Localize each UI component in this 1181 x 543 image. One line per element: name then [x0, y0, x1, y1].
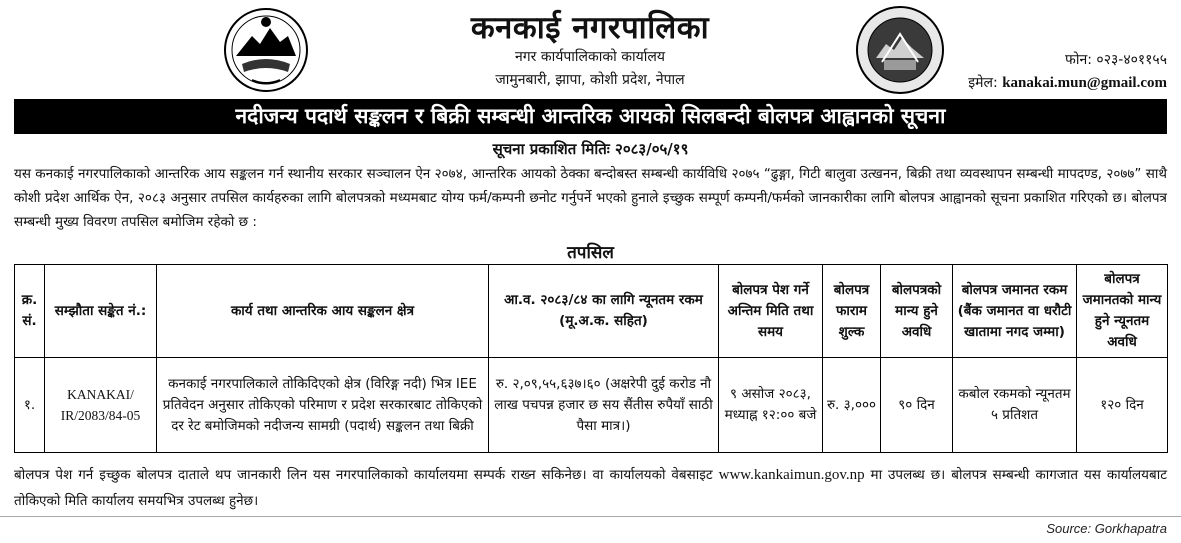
letterhead: [0, 0, 1181, 96]
government-emblem-icon: [222, 6, 310, 94]
org-office: नगर कार्यपालिकाको कार्यालय: [515, 49, 665, 65]
notice-title-banner: नदीजन्य पदार्थ सङ्कलन र बिक्री सम्बन्धी आन्तरिक आयको सिलबन्दी बोलपत्र आह्वानको सूचना: [14, 99, 1167, 134]
phone-line: [1065, 50, 1167, 69]
cell-work: कनकाई नगरपालिकाले तोकिदिएको क्षेत्र (विरिङ्ग नदी) भित्र IEE प्रतिवेदन अनुसार तोकिएको परिमाण र प्रदेश सरकारबाट तोकिएको दर रेट बमोजिमको नदीजन्य सामग्री (पदार्थ) सङ्कलन तथा बिक्री: [157, 358, 489, 453]
col-header-deadline: बोलपत्र पेश गर्ने अन्तिम मिति तथा समय: [719, 265, 823, 358]
tender-table: [14, 264, 1168, 453]
cell-code: KANAKAI/ IR/2083/84-05: [45, 358, 157, 453]
cell-fee: रु. ३,०००: [823, 358, 881, 453]
footer-text-1: बोलपत्र पेश गर्न इच्छुक बोलपत्र दाताले थप जानकारी लिन यस नगरपालिकाको कार्यालयमा सम्पर्क राख्न सकिनेछ। वा कार्यालयको वेबसाइट: [14, 467, 713, 483]
cell-sn: १.: [15, 358, 45, 453]
cell-validity: ९० दिन: [881, 358, 953, 453]
col-header-guarantee: बोलपत्र जमानत रकम (बैंक जमानत वा धरौटी खातामा नगद जम्मा): [953, 265, 1077, 358]
email-line: [968, 73, 1167, 92]
cell-amount: रु. २,०९,५५,६३७।६० (अक्षरेपी दुई करोड नौ लाख पचपन्न हजार छ सय सैंतीस रुपैयाँ साठी पैसा मात्र।): [489, 358, 719, 453]
intro-paragraph: यस कनकाई नगरपालिकाको आन्तरिक आय सङ्कलन गर्न स्थानीय सरकार सञ्चालन ऐन २०७४, आन्तरिक आयको ठेक्का बन्दोबस्त सम्बन्धी कार्यविधि २०७५ “ढुङ्गा, गिटी बालुवा उत्खनन, बिक्री तथा व्यवस्थापन सम्बन्धी मापदण्ड, २०७७” साथै कोशी प्रदेश आर्थिक ऐन, २०८३ अनुसार तपसिल कार्यहरुका लागि बोलपत्रको मध्यमबाट योग्य फर्म/कम्पनी छनोट गर्नुपर्ने भएको हुनाले इच्छुक सम्पूर्ण कम्पनी/फर्मको जानकारीका लागि बोलपत्र आह्वानको सूचना प्रकाशित गरिएको छ। बोलपत्र सम्बन्धी मुख्य विवरण तपसिल बमोजिम रहेको छ :: [14, 166, 1167, 230]
col-header-code: सम्झौता सङ्केत नं.:: [45, 265, 157, 358]
col-header-sn: क्र. सं.: [15, 265, 45, 358]
publish-date: सूचना प्रकाशित मितिः २०८३/०५/१९: [492, 140, 689, 158]
website-link[interactable]: www.kankaimun.gov.np: [718, 467, 865, 483]
email-value[interactable]: kanakai.mun@gmail.com: [1002, 75, 1167, 91]
col-header-guarantee-validity: बोलपत्र जमानतको मान्य हुने न्यूनतम अवधि: [1077, 265, 1168, 358]
phone-value: ०२३-४०११५५: [1096, 52, 1167, 68]
footer-text-2: मा उपलब्ध छ। बोलपत्र सम्बन्धी कागजात यस कार्यालयबाट तोकिएको मिति कार्यालय समयभित्र उपलब्ध हुनेछ।: [14, 467, 1168, 509]
cell-guarantee-validity: १२० दिन: [1077, 358, 1168, 453]
org-name: कनकाई नगरपालिका: [470, 10, 710, 46]
schedule-heading: तपसिल: [567, 243, 614, 263]
source-credit: Source: Gorkhapatra: [1046, 521, 1167, 536]
col-header-validity: बोलपत्रको मान्य हुने अवधि: [881, 265, 953, 358]
table-header-row: [15, 265, 1168, 358]
col-header-amount: आ.व. २०८३/८४ का लागि न्यूनतम रकम (मू.अ.क. सहित): [489, 265, 719, 358]
table-row: [15, 358, 1168, 453]
col-header-fee: बोलपत्र फाराम शुल्क: [823, 265, 881, 358]
cell-deadline: ९ असोज २०८३, मध्याह्न १२:०० बजे: [719, 358, 823, 453]
org-address: जामुनबारी, झापा, कोशी प्रदेश, नेपाल: [495, 72, 685, 88]
email-label: इमेल:: [968, 75, 998, 91]
divider: [0, 516, 1181, 517]
phone-label: फोन:: [1065, 52, 1092, 68]
footer-paragraph: [14, 462, 1167, 514]
cell-guarantee: कबोल रकमको न्यूनतम ५ प्रतिशत: [953, 358, 1077, 453]
col-header-work: कार्य तथा आन्तरिक आय सङ्कलन क्षेत्र: [157, 265, 489, 358]
municipality-logo-icon: [854, 4, 946, 96]
